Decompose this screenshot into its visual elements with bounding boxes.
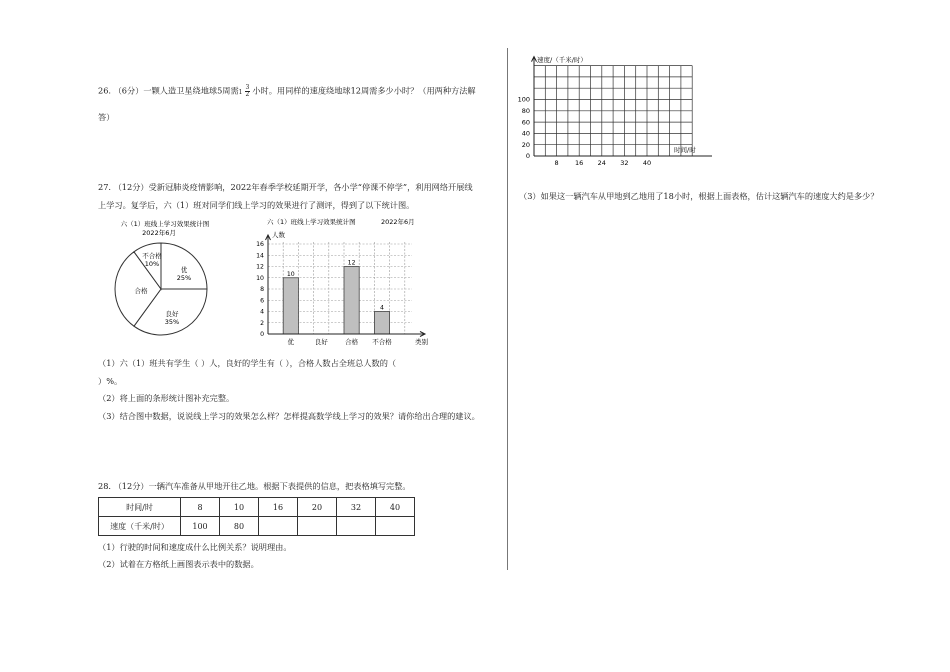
bar-ytick-label: 10 bbox=[256, 274, 264, 282]
table-row-time bbox=[99, 498, 415, 517]
pie-pct-good: 35% bbox=[164, 318, 180, 326]
column-divider bbox=[507, 48, 508, 570]
pie-title: 六（1）班线上学习效果统计图 bbox=[120, 220, 210, 228]
grid-xtick-label: 8 bbox=[554, 159, 559, 167]
table-cell-blank[interactable] bbox=[376, 517, 415, 536]
bar-date: 2022年6月 bbox=[381, 218, 415, 226]
bar-category-label: 优 bbox=[287, 338, 295, 346]
bar-axes bbox=[256, 235, 425, 346]
grid-lines bbox=[534, 66, 692, 156]
grid-ytick-label: 40 bbox=[521, 129, 530, 138]
bar-xlabel: 类别 bbox=[415, 338, 428, 346]
q26-fraction: 1 $\frac{3}{2}$ bbox=[238, 84, 250, 98]
bar-title: 六（1）班线上学习效果统计图 bbox=[267, 218, 356, 226]
pie-chart bbox=[110, 218, 220, 344]
bar-ytick-label: 2 bbox=[260, 319, 264, 327]
bar-ylabel: 人数 bbox=[272, 231, 285, 239]
grid-xtick-label: 24 bbox=[597, 159, 606, 167]
q26-prefix: 26. （6分）一颗人造卫星绕地球5周需 bbox=[98, 85, 239, 96]
bar-ytick-label: 4 bbox=[260, 308, 264, 316]
table-cell-blank[interactable] bbox=[259, 517, 298, 536]
table-cell: 20 bbox=[298, 498, 337, 517]
q28-sub1: （1）行驶的时间和速度成什么比例关系？说明理由。 bbox=[98, 542, 292, 552]
q27-sub1: （1）六（1）班共有学生（ ）人，良好的学生有（ ），合格人数占全班总人数的（ bbox=[98, 358, 397, 368]
q26-suffix: 小时。用同样的速度绕地球12周需多少小时？（用两种方法解 bbox=[252, 85, 476, 96]
bar-ytick-label: 0 bbox=[260, 331, 264, 338]
grid-xtick-label: 16 bbox=[575, 159, 584, 167]
grid-ytick-label: 20 bbox=[521, 140, 530, 149]
grid-xtick-label: 32 bbox=[620, 159, 629, 167]
pie-pct-fail: 10% bbox=[144, 260, 160, 268]
table-cell: 40 bbox=[376, 498, 415, 517]
table-cell: 80 bbox=[220, 517, 259, 536]
pie-label-good: 良好 bbox=[165, 310, 179, 318]
table-head-time: 时间/时 bbox=[99, 498, 181, 517]
pie-label-pass: 合格 bbox=[134, 287, 148, 295]
table-head-speed: 速度（千米/时） bbox=[99, 517, 181, 536]
q28-sub3: （3）如果这一辆汽车从甲地到乙地用了18小时，根据上面表格，估计这辆汽车的速度大约是多少？ bbox=[519, 191, 879, 201]
table-cell-blank[interactable] bbox=[298, 517, 337, 536]
bar-ytick-label: 12 bbox=[256, 263, 264, 271]
pie-label-excellent: 优 bbox=[180, 266, 188, 274]
table-cell: 10 bbox=[220, 498, 259, 517]
table-cell: 32 bbox=[337, 498, 376, 517]
bar-ytick-label: 6 bbox=[260, 297, 264, 305]
q27-line1: 27. （12分）受新冠肺炎疫情影响，2022年春季学校延期开学，各小学“停课不停学”，利用网络开展线 bbox=[98, 182, 473, 192]
bar bbox=[344, 267, 359, 335]
q27-line2: 上学习。复学后，六（1）班对同学们线上学习的效果进行了测评，得到了以下统计图。 bbox=[98, 200, 415, 210]
q26-line1 bbox=[98, 85, 476, 98]
pie-pct-excellent: 25% bbox=[176, 274, 192, 282]
bar-ytick-label: 8 bbox=[260, 286, 264, 293]
table-cell: 100 bbox=[181, 517, 220, 536]
grid-ytick-label: 60 bbox=[521, 118, 530, 127]
grid-ytick-label: 80 bbox=[521, 107, 530, 115]
pie-label-fail: 不合格 bbox=[142, 252, 162, 260]
bar-value-label: 4 bbox=[380, 304, 384, 312]
grid-xtick-label: 40 bbox=[642, 159, 652, 167]
bar-chart bbox=[255, 214, 435, 348]
q28-line1: 28. （12分）一辆汽车准备从甲地开往乙地。根据下表提供的信息，把表格填写完整。 bbox=[98, 481, 411, 491]
table-cell-blank[interactable] bbox=[337, 517, 376, 536]
speed-time-table bbox=[98, 497, 415, 536]
grid-ytick-label: 0 bbox=[525, 152, 530, 161]
q27-sub1b: ）%。 bbox=[98, 376, 123, 386]
q26-line2: 答） bbox=[98, 112, 115, 122]
bar-value-label: 10 bbox=[286, 270, 295, 278]
table-cell: 16 bbox=[259, 498, 298, 517]
q27-sub3: （3）结合图中数据，说说线上学习的效果怎么样？怎样提高数学线上学习的效果？请你给出合理的建议。 bbox=[98, 411, 480, 421]
bar bbox=[283, 278, 298, 334]
bar-category-label: 合格 bbox=[345, 338, 359, 346]
table-row-speed bbox=[99, 517, 415, 536]
pie-subtitle: 2022年6月 bbox=[142, 229, 176, 237]
bar-ytick-label: 14 bbox=[256, 252, 264, 260]
bar-category-label: 良好 bbox=[314, 338, 328, 346]
bar-category-label: 不合格 bbox=[372, 338, 392, 346]
bar bbox=[374, 312, 389, 335]
grid-ytick-label: 100 bbox=[517, 95, 530, 104]
grid-xlabel: 时间/时 bbox=[674, 146, 696, 154]
bar-value-label: 12 bbox=[347, 259, 356, 267]
table-cell: 8 bbox=[181, 498, 220, 517]
q27-sub2: （2）将上面的条形统计图补充完整。 bbox=[98, 393, 235, 403]
grid-ylabel: 速度/（千米/时） bbox=[537, 56, 587, 64]
speed-time-grid bbox=[512, 52, 712, 172]
bar-ytick-label: 16 bbox=[256, 241, 264, 248]
q28-sub2: （2）试着在方格纸上画图表示表中的数据。 bbox=[98, 559, 259, 569]
